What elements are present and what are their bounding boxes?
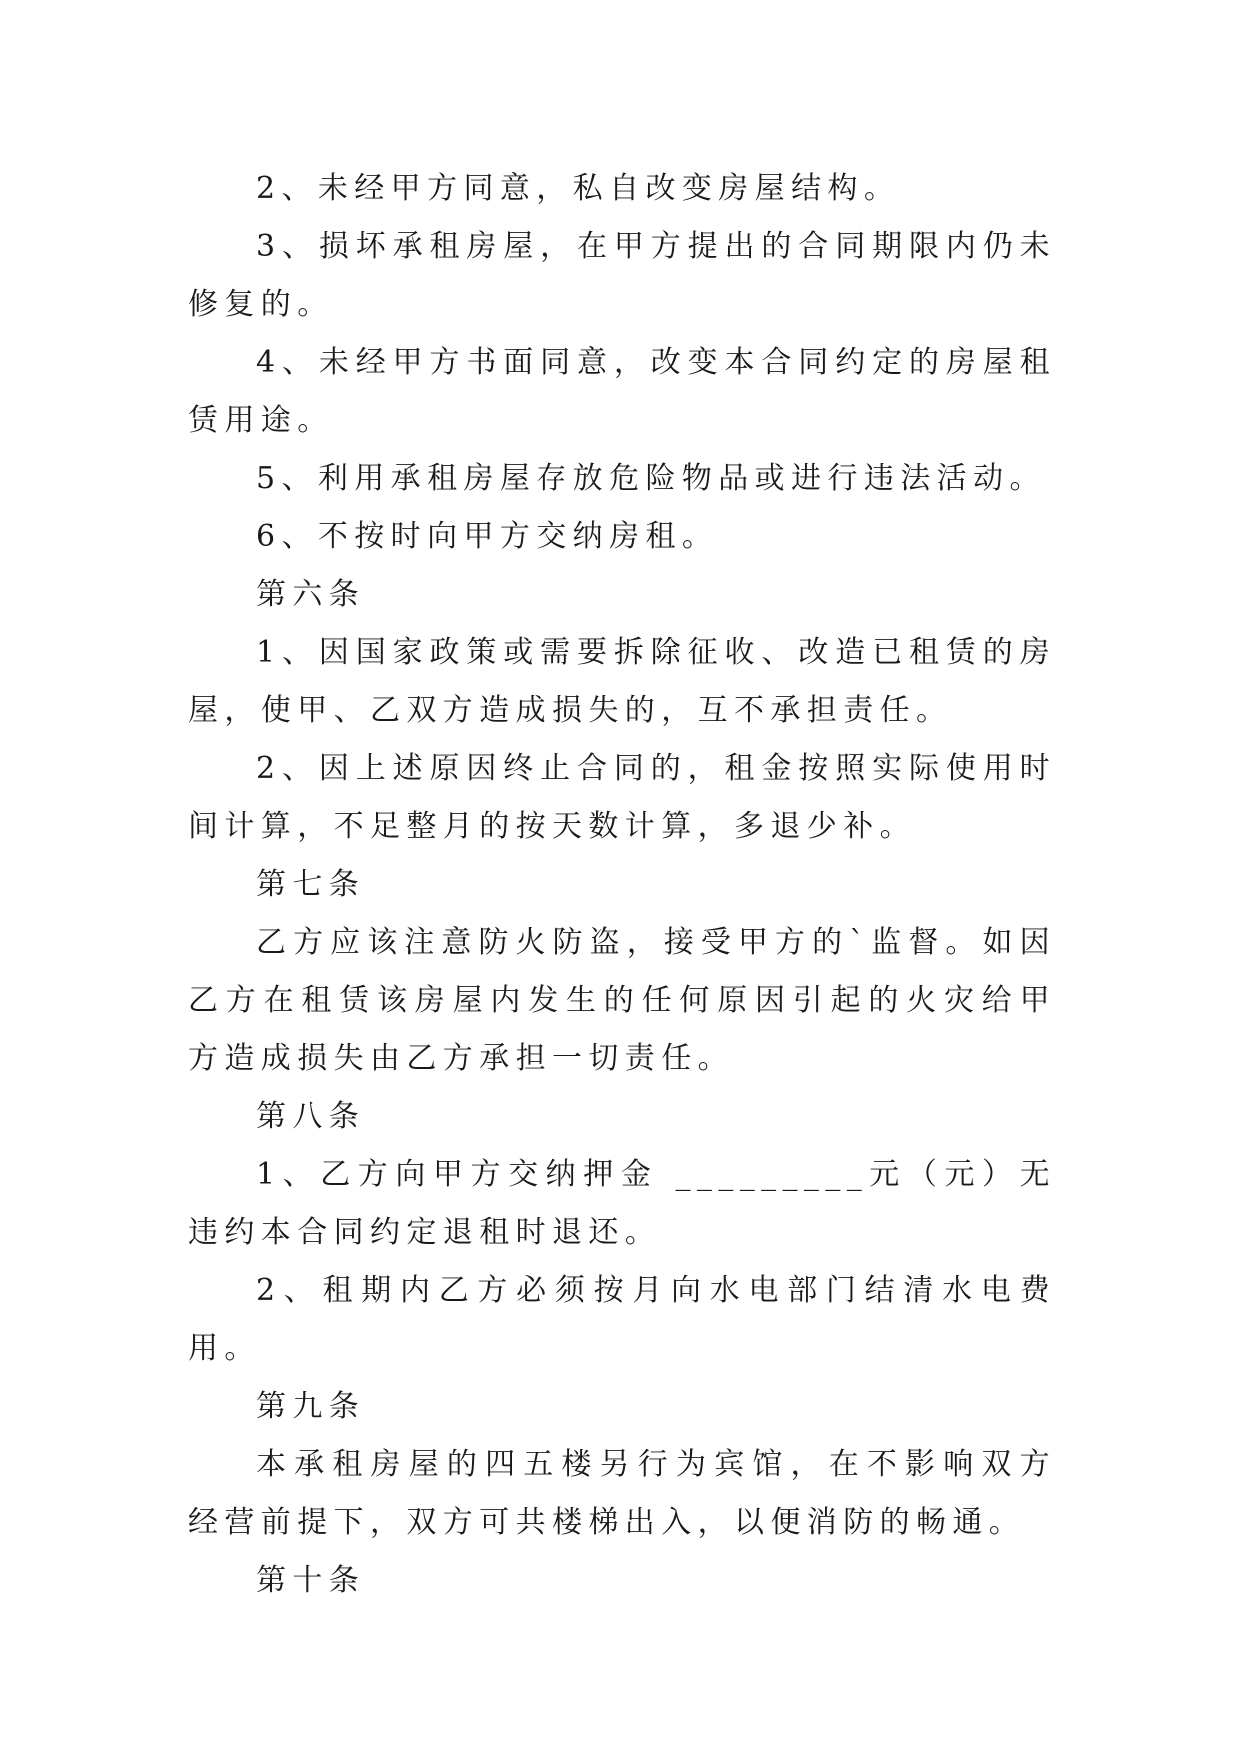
clause-item-4: 4、未经甲方书面同意，改变本合同约定的房屋租赁用途。: [188, 345, 1056, 438]
clause-item-2: 2、未经甲方同意，私自改变房屋结构。: [256, 171, 901, 206]
article-heading-10: 第十条: [256, 1563, 366, 1598]
clause-item-5: 5、利用承租房屋存放危险物品或进行违法活动。: [256, 461, 1046, 496]
clause-item-3: 3、损坏承租房屋，在甲方提出的合同期限内仍未修复的。: [188, 229, 1056, 322]
article-heading-7: 第七条: [256, 867, 366, 902]
article-heading-6: 第六条: [256, 577, 366, 612]
article-8-item-1: 1、乙方向甲方交纳押金 _________元（元）无违约本合同约定退租时退还。: [188, 1157, 1056, 1250]
article-heading-8: 第八条: [256, 1099, 366, 1134]
article-7-text: 乙方应该注意防火防盗，接受甲方的`监督。如因乙方在租赁该房屋内发生的任何原因引起的火灾给甲方造成损失由乙方承担一切责任。: [188, 925, 1056, 1076]
article-6-item-1: 1、因国家政策或需要拆除征收、改造已租赁的房屋，使甲、乙双方造成损失的，互不承担责任。: [188, 635, 1056, 728]
document-body: [188, 160, 1056, 1610]
clause-item-6: 6、不按时向甲方交纳房租。: [256, 519, 719, 554]
article-8-item-2: 2、租期内乙方必须按月向水电部门结清水电费用。: [188, 1273, 1056, 1366]
article-6-item-2: 2、因上述原因终止合同的，租金按照实际使用时间计算，不足整月的按天数计算，多退少补。: [188, 751, 1056, 844]
article-heading-9: 第九条: [256, 1389, 366, 1424]
article-9-text: 本承租房屋的四五楼另行为宾馆，在不影响双方经营前提下，双方可共楼梯出入，以便消防的畅通。: [188, 1447, 1056, 1540]
